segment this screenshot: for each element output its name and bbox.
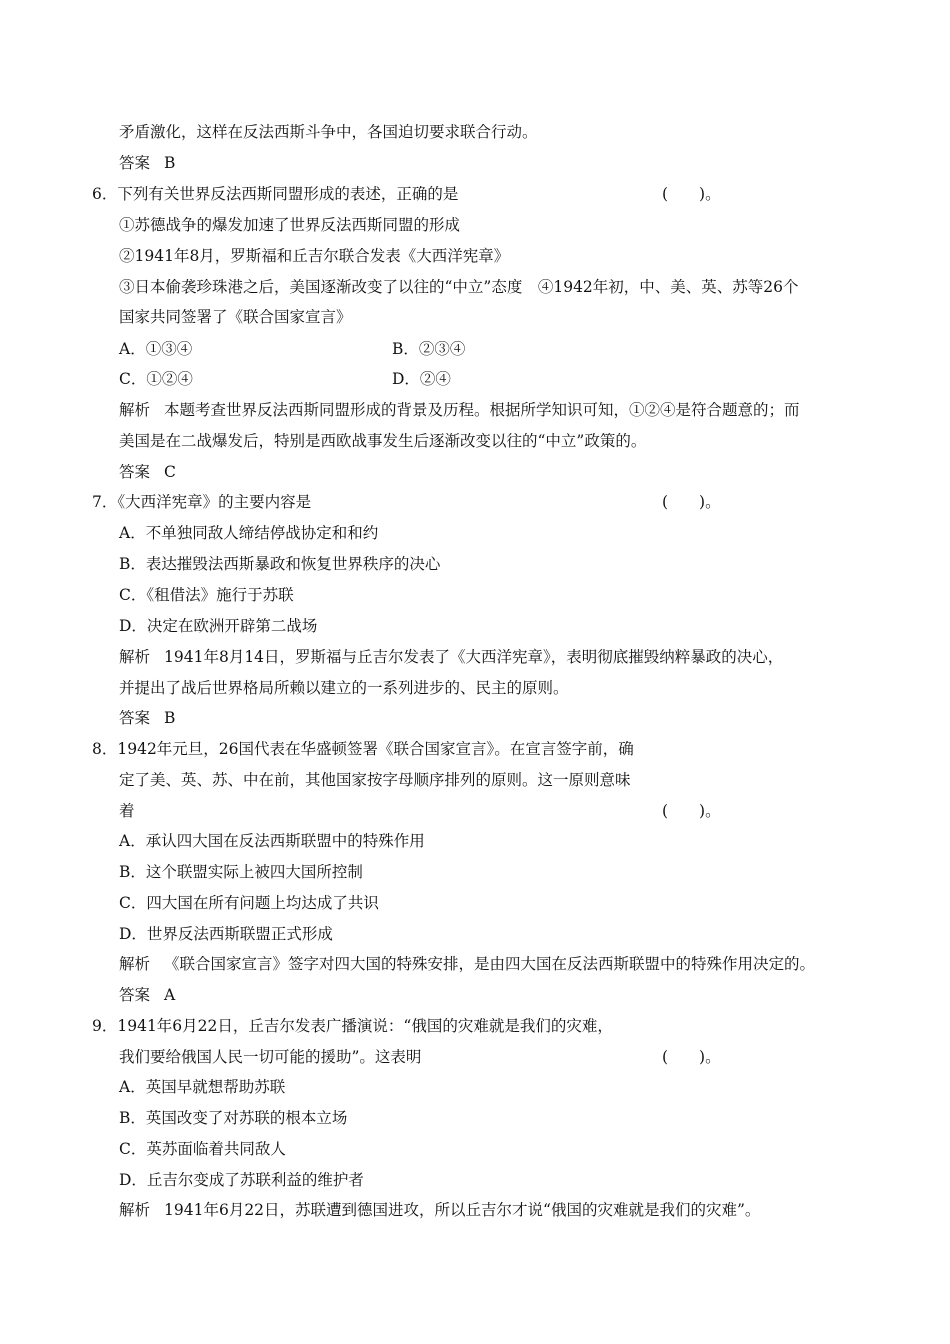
- q9-stem-1: 9．1941年6月22日，丘吉尔发表广播演说：“俄国的灾难就是我们的灾难，: [92, 1017, 613, 1035]
- q6-option-c: C．①②④: [119, 370, 193, 388]
- q8-answer: [119, 984, 175, 1006]
- analysis-label: 解析: [119, 955, 151, 973]
- q8-option-d: D．世界反法西斯联盟正式形成: [119, 925, 333, 943]
- q8-option-a: A．承认四大国在反法西斯联盟中的特殊作用: [119, 832, 425, 850]
- q6-answer-blank: ( )。: [662, 185, 721, 203]
- answer-value: A: [164, 986, 176, 1004]
- q9-analysis-1: 解析 1941年6月22日，苏联遭到德国进攻，所以丘吉尔才说“俄国的灾难就是我们的灾难”。: [119, 1201, 761, 1219]
- q9-option-c: C．英苏面临着共同敌人: [119, 1140, 286, 1158]
- q6-analysis-1: 解析 本题考查世界反法西斯同盟形成的背景及历程。根据所学知识可知，①②④是符合题意的；而: [119, 401, 800, 419]
- q6-stem: 6．下列有关世界反法西斯同盟形成的表述，正确的是: [92, 185, 459, 203]
- q7-option-a: A．不单独同敌人缔结停战协定和和约: [119, 524, 379, 542]
- q6-option-d: D．②④: [392, 370, 451, 388]
- q7-answer-blank: ( )。: [662, 493, 721, 511]
- q5-answer: [119, 152, 175, 174]
- q8-stem-2: 定了美、英、苏、中在前，其他国家按字母顺序排列的原则。这一原则意味: [119, 771, 631, 789]
- q9-option-a: A．英国早就想帮助苏联: [119, 1078, 286, 1096]
- q8-stem-1: 8．1942年元旦，26国代表在华盛顿签署《联合国家宣言》。在宣言签字前，确: [92, 740, 634, 758]
- analysis-label: 解析: [119, 648, 151, 666]
- answer-value: B: [164, 709, 176, 727]
- q6-option-a: A．①③④: [119, 340, 193, 358]
- q6-item-4-cont: 国家共同签署了《联合国家宣言》: [119, 308, 352, 326]
- q9-stem-2: 我们要给俄国人民一切可能的援助”。这表明: [119, 1048, 422, 1066]
- q7-option-d: D．决定在欧洲开辟第二战场: [119, 617, 318, 635]
- analysis-label: 解析: [119, 1201, 151, 1219]
- analysis-label: 解析: [119, 401, 151, 419]
- q5-explanation-tail: 矛盾激化，这样在反法西斯斗争中，各国迫切要求联合行动。: [119, 123, 538, 141]
- answer-label: 答案: [119, 986, 151, 1004]
- q6-answer: [119, 461, 176, 483]
- answer-label: 答案: [119, 463, 151, 481]
- q7-option-b: B．表达摧毁法西斯暴政和恢复世界秩序的决心: [119, 555, 441, 573]
- answer-label: 答案: [119, 154, 151, 172]
- q8-stem-3: 着: [119, 802, 135, 820]
- q9-answer-blank: ( )。: [662, 1048, 721, 1066]
- q6-item-1: ①苏德战争的爆发加速了世界反法西斯同盟的形成: [119, 216, 461, 234]
- q7-stem: 7．《大西洋宪章》的主要内容是: [92, 493, 312, 511]
- q6-option-b: B．②③④: [392, 340, 466, 358]
- q9-option-b: B．英国改变了对苏联的根本立场: [119, 1109, 348, 1127]
- answer-value: C: [164, 463, 176, 481]
- answer-value: B: [164, 154, 176, 172]
- q8-option-b: B．这个联盟实际上被四大国所控制: [119, 863, 363, 881]
- q6-item-3-4: ③日本偷袭珍珠港之后，美国逐渐改变了以往的“中立”态度 ④1942年初，中、美、英、苏等26个: [119, 278, 799, 296]
- q8-option-c: C．四大国在所有问题上均达成了共识: [119, 894, 379, 912]
- q6-item-2: ②1941年8月，罗斯福和丘吉尔联合发表《大西洋宪章》: [119, 247, 510, 265]
- q8-answer-blank: ( )。: [662, 802, 721, 820]
- answer-label: 答案: [119, 709, 151, 727]
- q8-analysis-1: 解析 《联合国家宣言》签字对四大国的特殊安排，是由四大国在反法西斯联盟中的特殊作用决定的。: [119, 955, 816, 973]
- q6-analysis-2: 美国是在二战爆发后，特别是西欧战事发生后逐渐改变以往的“中立”政策的。: [119, 432, 647, 450]
- q9-option-d: D．丘吉尔变成了苏联利益的维护者: [119, 1171, 364, 1189]
- q7-option-c: C．《租借法》施行于苏联: [119, 586, 294, 604]
- q7-analysis-1: 解析 1941年8月14日，罗斯福与丘吉尔发表了《大西洋宪章》，表明彻底摧毁纳粹暴政的决心，: [119, 648, 784, 666]
- q7-analysis-2: 并提出了战后世界格局所赖以建立的一系列进步的、民主的原则。: [119, 679, 569, 697]
- q7-answer: [119, 707, 175, 729]
